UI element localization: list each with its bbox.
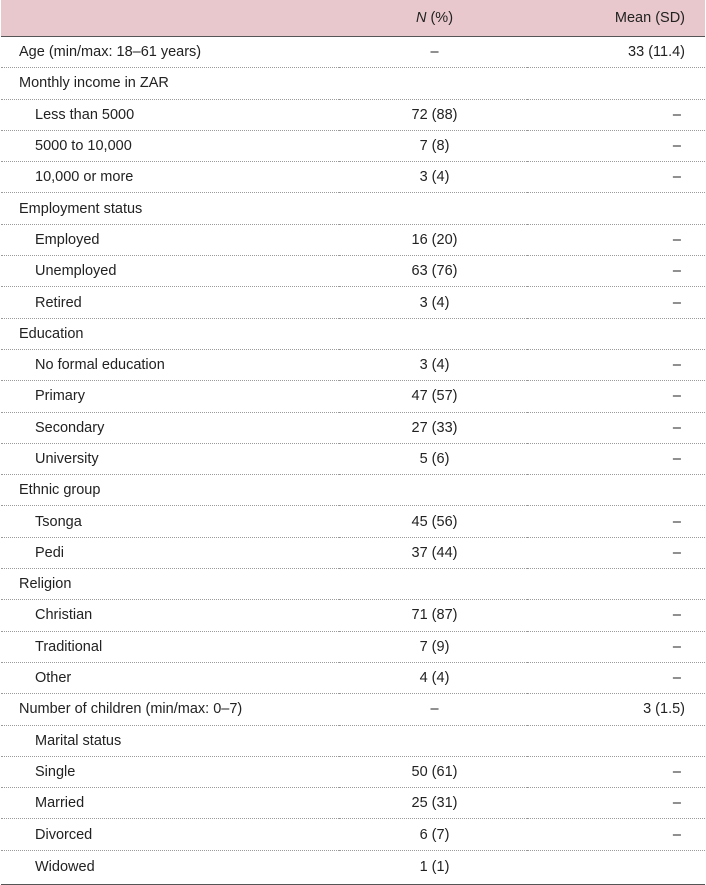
row-n-value: 4 (4) [339, 662, 527, 693]
table-row [1, 162, 705, 193]
table-row [1, 37, 705, 68]
row-label: University [1, 443, 339, 474]
row-mean-value: – [527, 788, 705, 819]
row-n-value: 5 (6) [339, 443, 527, 474]
row-n-value [339, 68, 527, 99]
table-row [1, 318, 705, 349]
table-header [1, 0, 705, 37]
row-mean-value [527, 850, 705, 884]
row-label: Divorced [1, 819, 339, 850]
row-n-value [339, 475, 527, 506]
table-row [1, 412, 705, 443]
row-n-value: 45 (56) [339, 506, 527, 537]
row-n-value [339, 318, 527, 349]
row-label: Marital status [1, 725, 339, 756]
row-mean-value: – [527, 662, 705, 693]
table-row [1, 569, 705, 600]
row-n-value: 63 (76) [339, 256, 527, 287]
row-mean-value: – [527, 349, 705, 380]
row-n-value: 25 (31) [339, 788, 527, 819]
row-n-value: – [339, 37, 527, 68]
table-row [1, 694, 705, 725]
row-n-value [339, 193, 527, 224]
row-n-value: 47 (57) [339, 381, 527, 412]
table-row [1, 130, 705, 161]
table-row [1, 662, 705, 693]
row-mean-value: – [527, 412, 705, 443]
row-label: Ethnic group [1, 475, 339, 506]
table-row [1, 287, 705, 318]
row-mean-value: 3 (1.5) [527, 694, 705, 725]
row-mean-value [527, 318, 705, 349]
table-row [1, 381, 705, 412]
row-mean-value: – [527, 99, 705, 130]
row-label: Secondary [1, 412, 339, 443]
table-row [1, 850, 705, 884]
row-n-value: 3 (4) [339, 162, 527, 193]
table-body [1, 37, 705, 885]
table-row [1, 224, 705, 255]
table-row [1, 506, 705, 537]
row-mean-value: – [527, 287, 705, 318]
table-row [1, 443, 705, 474]
row-n-value: 71 (87) [339, 600, 527, 631]
row-label: Religion [1, 569, 339, 600]
row-mean-value: – [527, 537, 705, 568]
row-label: 10,000 or more [1, 162, 339, 193]
row-n-value: 37 (44) [339, 537, 527, 568]
row-label: Employed [1, 224, 339, 255]
row-n-value: 3 (4) [339, 349, 527, 380]
row-mean-value: – [527, 819, 705, 850]
table-row [1, 193, 705, 224]
row-label: Age (min/max: 18–61 years) [1, 37, 339, 68]
table-row [1, 256, 705, 287]
row-mean-value [527, 193, 705, 224]
row-label: Other [1, 662, 339, 693]
row-label: Unemployed [1, 256, 339, 287]
table-row [1, 475, 705, 506]
row-label: Widowed [1, 850, 339, 884]
row-n-value: 27 (33) [339, 412, 527, 443]
header-mean-sd: Mean (SD) [527, 0, 705, 37]
row-label: Retired [1, 287, 339, 318]
table-row [1, 819, 705, 850]
row-mean-value: – [527, 224, 705, 255]
row-label: Less than 5000 [1, 99, 339, 130]
row-mean-value: – [527, 443, 705, 474]
row-n-value: – [339, 694, 527, 725]
row-label: No formal education [1, 349, 339, 380]
table-row [1, 756, 705, 787]
row-mean-value: – [527, 256, 705, 287]
table-row [1, 788, 705, 819]
header-percent-label: (%) [426, 10, 454, 26]
table-row [1, 600, 705, 631]
row-label: Number of children (min/max: 0–7) [1, 694, 339, 725]
row-mean-value: – [527, 631, 705, 662]
row-label: Primary [1, 381, 339, 412]
row-mean-value [527, 475, 705, 506]
row-label: Pedi [1, 537, 339, 568]
row-n-value: 6 (7) [339, 819, 527, 850]
row-n-value: 1 (1) [339, 850, 527, 884]
row-mean-value: – [527, 162, 705, 193]
row-mean-value: – [527, 506, 705, 537]
row-label: Education [1, 318, 339, 349]
table-row [1, 68, 705, 99]
table-row [1, 349, 705, 380]
row-label: Employment status [1, 193, 339, 224]
row-mean-value: 33 (11.4) [527, 37, 705, 68]
row-label: 5000 to 10,000 [1, 130, 339, 161]
row-n-value: 16 (20) [339, 224, 527, 255]
table-row [1, 99, 705, 130]
header-row [1, 0, 705, 37]
table-row [1, 631, 705, 662]
header-n-symbol: N [415, 10, 427, 26]
row-mean-value: – [527, 130, 705, 161]
row-mean-value [527, 569, 705, 600]
row-n-value: 7 (9) [339, 631, 527, 662]
row-n-value: 3 (4) [339, 287, 527, 318]
row-label: Tsonga [1, 506, 339, 537]
row-mean-value: – [527, 381, 705, 412]
demographics-table [1, 0, 705, 885]
row-mean-value: – [527, 756, 705, 787]
row-n-value [339, 725, 527, 756]
table-row [1, 725, 705, 756]
header-n-percent [339, 0, 527, 37]
row-n-value: 50 (61) [339, 756, 527, 787]
row-mean-value [527, 68, 705, 99]
row-label: Monthly income in ZAR [1, 68, 339, 99]
row-mean-value: – [527, 600, 705, 631]
row-label: Single [1, 756, 339, 787]
header-variable [1, 0, 339, 37]
row-label: Married [1, 788, 339, 819]
row-label: Traditional [1, 631, 339, 662]
table-row [1, 537, 705, 568]
row-mean-value [527, 725, 705, 756]
row-n-value: 7 (8) [339, 130, 527, 161]
row-n-value: 72 (88) [339, 99, 527, 130]
row-label: Christian [1, 600, 339, 631]
row-n-value [339, 569, 527, 600]
